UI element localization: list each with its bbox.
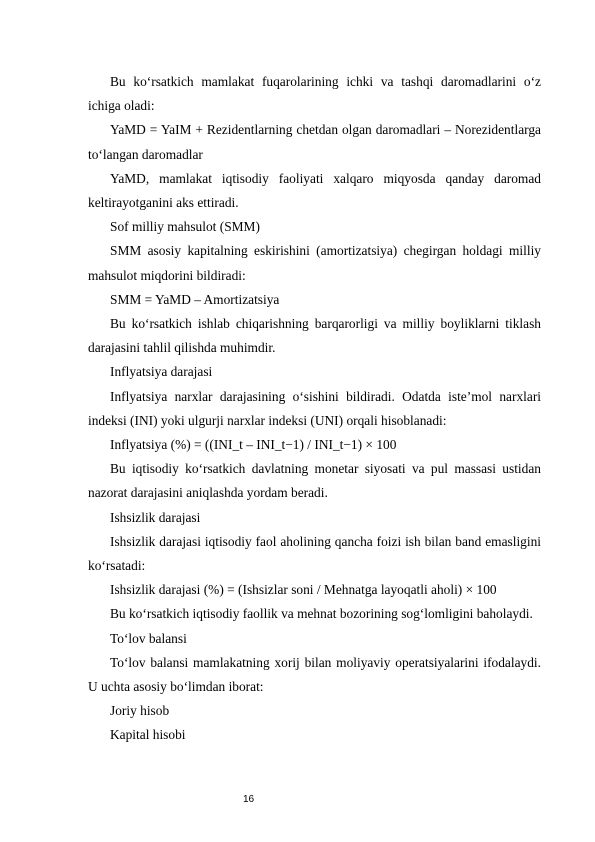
formula-inflation: Inflyatsiya (%) = ((INI_t – INI_t−1) / INI_t−1) × 100 <box>110 437 397 453</box>
paragraph-inflation-importance: Bu iqtisodiy ko‘rsatkich davlatning monetar siyosati va pul massasi ustidan nazorat darajasini aniqlashda yordam beradi. <box>88 461 541 501</box>
paragraph-yamd-meaning: YaMD, mamlakat iqtisodiy faoliyati xalqaro miqyosda qanday daromad keltirayotganini aks ettiradi. <box>88 170 541 211</box>
paragraph-unemployment-importance: Bu ko‘rsatkich iqtisodiy faollik va mehnat bozorining sog‘lomligini baholaydi. <box>110 606 533 622</box>
paragraph-income-definition: Bu ko‘rsatkich mamlakat fuqarolarining ichki va tashqi daromadlarini o‘z ichiga oladi: <box>88 74 541 114</box>
paragraph-balance-of-payments-definition: To‘lov balansi mamlakatning xorij bilan moliyaviy operatsiyalarini ifodalaydi. U uchta asosiy bo‘limdan iborat: <box>88 654 541 695</box>
document-page <box>88 70 541 748</box>
heading-unemployment: Ishsizlik darajasi <box>110 509 201 525</box>
heading-balance-of-payments: To‘lov balansi <box>110 630 187 646</box>
list-item-current-account: Joriy hisob <box>110 703 170 719</box>
paragraph-smm-definition: SMM asosiy kapitalning eskirishini (amortizatsiya) chegirgan holdagi milliy mahsulot miqdorini bildiradi: <box>88 243 541 283</box>
list-item-capital-account: Kapital hisobi <box>110 727 186 743</box>
page-number: 16 <box>243 794 255 805</box>
paragraph-inflation-definition: Inflyatsiya narxlar darajasining o‘sishini bildiradi. Odatda iste’mol narxlari indeksi (INI) yoki ulgurji narxlar indeksi (UNI) orqali hisoblanadi: <box>88 388 541 428</box>
paragraph-unemployment-definition: Ishsizlik darajasi iqtisodiy faol aholining qancha foizi ish bilan band emasligini ko‘rsatadi: <box>88 533 541 574</box>
formula-smm: SMM = YaMD – Amortizatsiya <box>110 291 280 307</box>
heading-smm: Sof milliy mahsulot (SMM) <box>110 219 260 235</box>
formula-yamd: YaMD = YaIM + Rezidentlarning chetdan olgan daromadlari – Norezidentlarga to‘langan daromadlar <box>88 122 541 162</box>
paragraph-smm-importance: Bu ko‘rsatkich ishlab chiqarishning barqarorligi va milliy boyliklarni tiklash darajasini tahlil qilishda muhimdir. <box>88 316 541 356</box>
heading-inflation: Inflyatsiya darajasi <box>110 364 213 380</box>
formula-unemployment: Ishsizlik darajasi (%) = (Ishsizlar soni / Mehnatga layoqatli aholi) × 100 <box>110 582 497 598</box>
